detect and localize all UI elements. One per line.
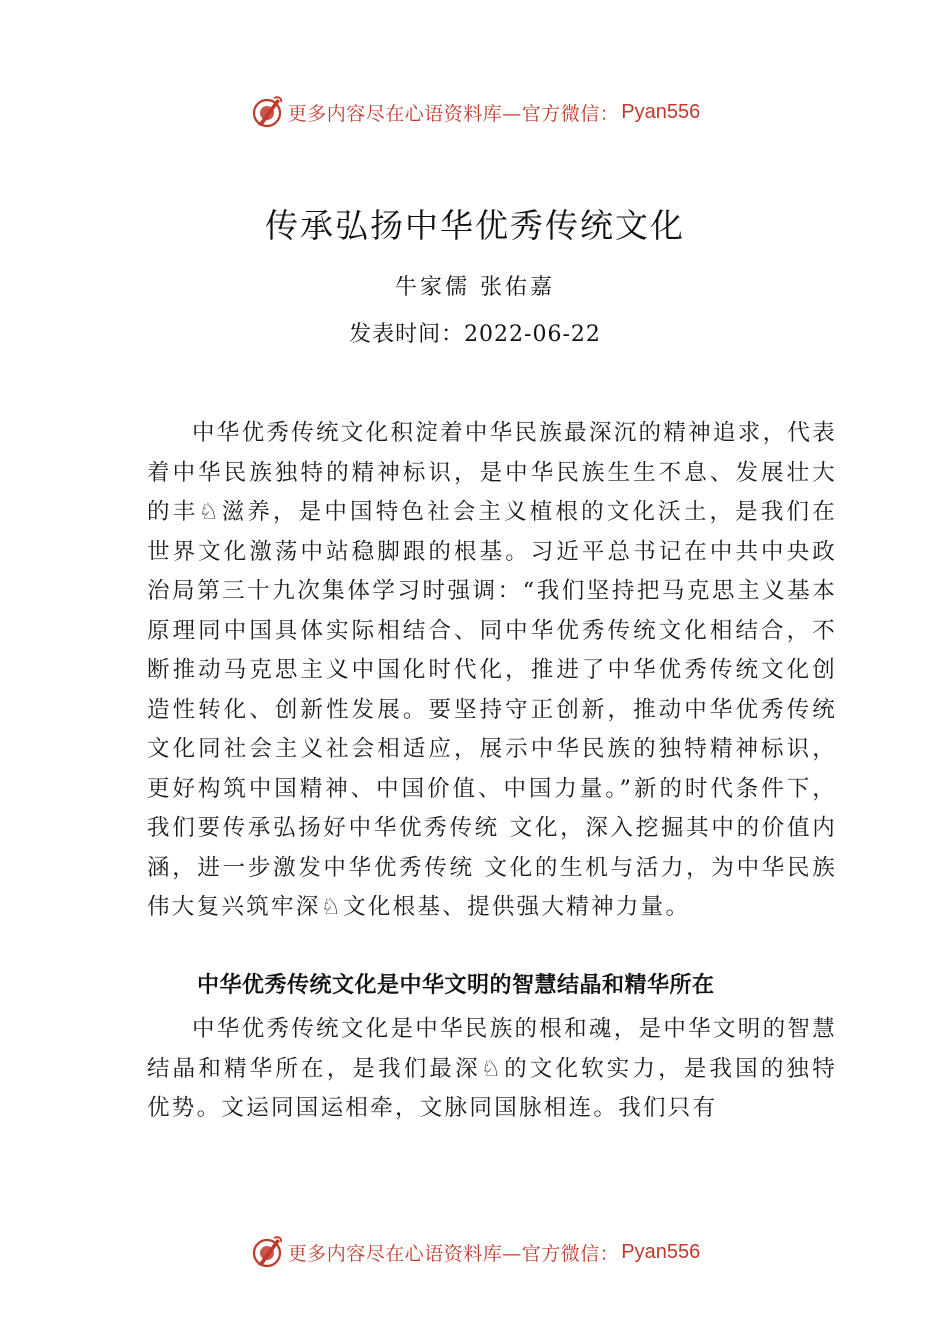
article-body-second <box>147 1010 837 1129</box>
paragraph: 中华优秀传统文化积淀着中华民族最深沉的精神追求，代表着中华民族独特的精神标识，是中华民族生生不息、发展壮大的丰♘滋养，是中国特色社会主义植根的文化沃土，是我们在世界文化激荡中站稳脚跟的根基。习近平总书记在中共中央政治局第三十九次集体学习时强调：“我们坚持把马克思主义基本原理同中国具体实际相结合、同中华优秀传统文化相结合，不断推动马克思主义中国化时代化，推进了中华优秀传统文化创造性转化、创新性发展。要坚持守正创新，推动中华优秀传统文化同社会主义社会相适应，展示中华民族的独特精神标识，更好构筑中国精神、中国价值、中国力量。”新的时代条件下，我们要传承弘扬好中华优秀传统 文化，深入挖掘其中的价值内涵，进一步激发中华优秀传统 文化的生机与活力，为中华民族伟大复兴筑牢深♘文化根基、提供强大精神力量。 <box>147 420 837 920</box>
wechat-id: Pyan556 <box>621 100 701 123</box>
publish-date: 发表时间：2022-06-22 <box>349 322 601 347</box>
header-banner <box>0 92 950 132</box>
article-body-first <box>147 414 837 928</box>
paragraph: 中华优秀传统文化是中华民族的根和魂，是中华文明的智慧结晶和精华所在，是我们最深♘的文化软实力，是我国的独特优势。文运同国运相牵，文脉同国脉相连。我们只有 <box>147 1016 837 1121</box>
quill-logo-icon <box>250 1235 284 1269</box>
banner-text: 更多内容尽在心语资料库—官方微信： <box>287 102 620 125</box>
section-heading: 中华优秀传统文化是中华文明的智慧结晶和精华所在 <box>197 973 715 998</box>
wechat-id: Pyan556 <box>621 1240 701 1263</box>
quill-logo-icon <box>250 95 284 129</box>
article-title: 传承弘扬中华优秀传统文化 <box>265 206 685 245</box>
banner-text: 更多内容尽在心语资料库—官方微信： <box>287 1242 620 1265</box>
footer-banner <box>0 1232 950 1272</box>
article-authors: 牛家儒 张佑嘉 <box>395 275 555 300</box>
